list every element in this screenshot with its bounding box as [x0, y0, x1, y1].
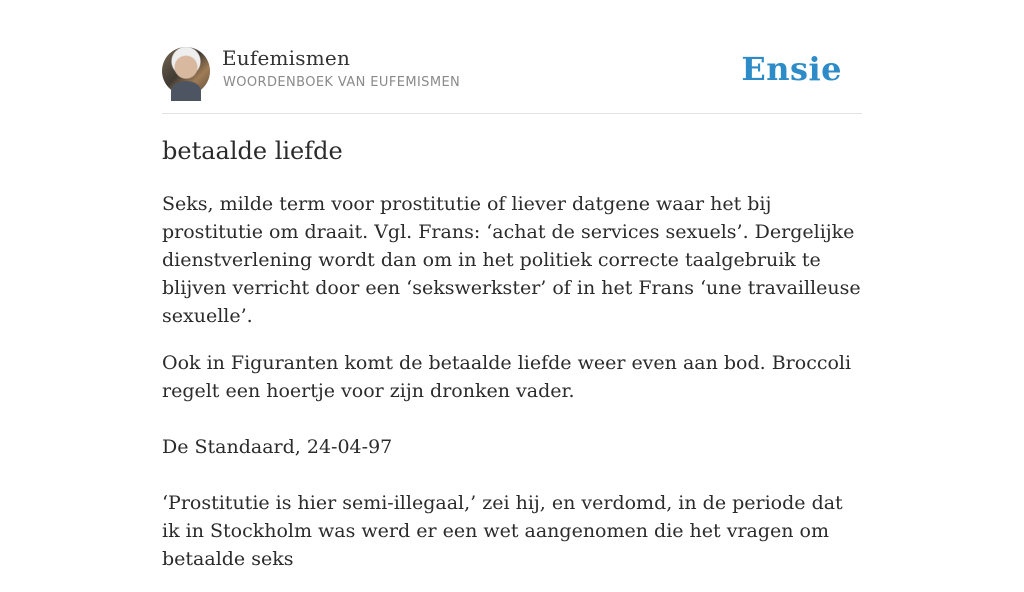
avatar-figure [171, 81, 201, 101]
site-name[interactable]: Eufemismen [222, 46, 351, 70]
quote-paragraph: ‘Prostitutie is hier semi-illegaal,’ zei hij, en verdomd, in de periode dat ik in Stockholm was werd er een wet aangenomen die het vragen om betaalde seks [162, 492, 843, 570]
definition-paragraph: Seks, milde term voor prostitutie of liever datgene waar het bij prostitutie om draait. Vgl. Frans: ‘achat de services sexuels’. Dergelijke dienstverlening wordt dan om in het politiek correcte taalgebruik te blijven verricht door een ‘sekswerkster’ of in het Frans ‘une travailleuse sexuelle’. [162, 193, 861, 327]
site-header [162, 0, 862, 114]
ensie-logo-link[interactable]: Ensie [741, 50, 842, 88]
quote-paragraph: Ook in Figuranten komt de betaalde liefde weer even aan bod. Broccoli regelt een hoertje voor zijn dronken vader. [162, 352, 852, 402]
site-subtitle: WOORDENBOEK VAN EUFEMISMEN [223, 75, 461, 90]
quote-source: De Standaard, 24-04-97 [162, 436, 393, 458]
page-container [162, 0, 862, 570]
author-avatar[interactable] [162, 47, 210, 95]
entry-body [162, 190, 862, 592]
entry-title: betaalde liefde [162, 137, 343, 165]
